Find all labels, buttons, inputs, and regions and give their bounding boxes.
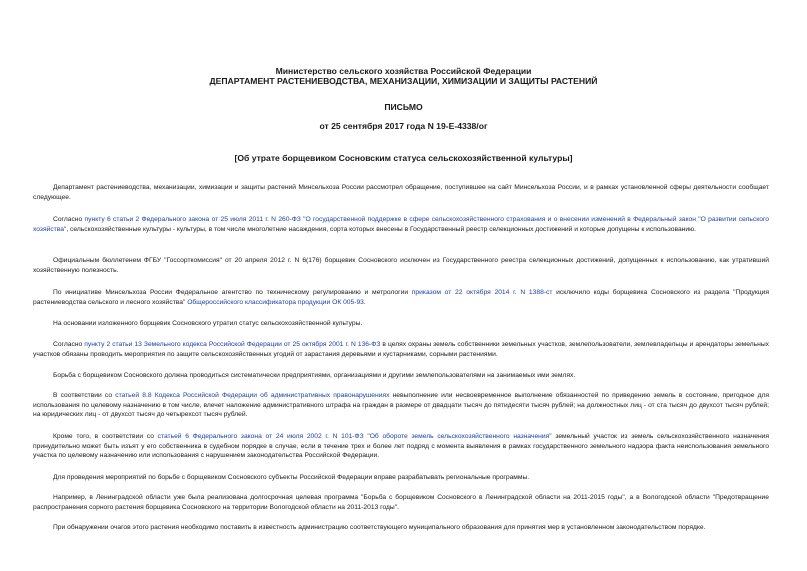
paragraph-law-101: Кроме того, в соответствии со статьей 6 Федерального закона от 24 июля 2002 г. N 101-ФЗ "Об обороте земель сельскохозяйственного назначения" земельный участок из земель сельскохозяйственного назначения принудительно может быть изъят у его собственника в судебном порядке в случае, если в течение трех и более лет подряд с момента выявления в рамках государственного земельного надзора факта неиспользования земельного участка по целевому назначению или использования с нарушением законодательства Российской Федерации. [33, 433, 769, 460]
document-title: [Об утрате борщевиком Сосновским статуса сельскохозяйственной культуры] [234, 153, 573, 163]
paragraph-admin-code: В соответствии со статьей 8.8 Кодекса Российской Федерации об административных правонарушениях невыполнение или несвоевременное выполнение обязанностей по приведению земель в состояние, пригодное для использования по целевому назначению в том числе, влечет наложение административного штрафа на граждан в размере от двадцати тысяч до пятидесяти тысяч рублей; на должностных лиц - от ста тысяч до двухсот тысяч рублей; на юридических лиц - от двухсот тысяч до четырехсот тысяч рублей. [33, 392, 769, 419]
classifier-ok-005-link[interactable]: Общероссийского классификатора продукции ОК 005-93 [187, 298, 364, 306]
paragraph-systematic-control: Борьба с борщевиком Сосновского должна проводиться систематически предприятиями, организациями и другими землепользователями на занимаемых ими землях. [53, 372, 576, 379]
department-name: ДЕПАРТАМЕНТ РАСТЕНИЕВОДСТВА, МЕХАНИЗАЦИИ, ХИМИЗАЦИИ И ЗАЩИТЫ РАСТЕНИЙ [209, 76, 598, 86]
admin-code-link[interactable]: статьей 8.8 Кодекса Российской Федерации об административных правонарушениях [115, 392, 390, 399]
paragraph-example-programs: Например, в Ленинградской области уже была реализована долгосрочная целевая программа "Борьба с борщевиком Сосновского в Ленинградской области на 2011-2015 годы", а в Вологодской области "Предотвращение распространения сорного растения борщевика Сосновского на территории Вологодской области на 2011-2013 годы". [33, 494, 769, 511]
order-1388-link[interactable]: приказом от 22 октября 2014 г. N 1388-ст [411, 289, 553, 296]
ministry-name: Министерство сельского хозяйства Российской Федерации [275, 66, 532, 76]
paragraph-status-lost: На основании изложенного борщевик Сосновского утратил статус сельскохозяйственной культуры. [53, 320, 363, 327]
paragraph-law-260: Согласно пункту 6 статьи 2 Федерального закона от 25 июля 2011 г. N 260-ФЗ "О государственной поддержке в сфере сельскохозяйственного страхования и о внесении изменений в Федеральный закон "О развитии сельского хозяйства", сельскохозяйственные культуры - культуры, в том числе многолетние насаждения, сорта которых внесены в Государственный реестр селекционных достижений и которые допущены к использованию. [33, 216, 769, 233]
document-date-number: от 25 сентября 2017 года N 19-Е-4338/ог [319, 121, 488, 131]
document-type: ПИСЬМО [384, 102, 423, 112]
paragraph-regional-programs: Для проведения мероприятий по борьбе с борщевиком Сосновского субъекты Российской Федерации вправе разрабатывать региональные программы. [53, 474, 530, 481]
paragraph-notify-administration: При обнаружении очагов этого растения необходимо поставить в известность администрацию соответствующего муниципального образования для принятия мер в установленном законодательством порядке. [53, 524, 706, 531]
paragraph-bulletin: Официальным бюллетенем ФГБУ "Госсорткомиссия" от 20 апреля 2012 г. N 6(176) борщевик Сосновского исключен из Государственного реестра селекционных достижений, допущенных к использованию, как утративший хозяйственную полезность. [33, 257, 769, 274]
paragraph-land-code: Согласно пункту 2 статьи 13 Земельного кодекса Российской Федерации от 25 октября 2001 г. N 136-ФЗ в целях охраны земель собственники земельных участков, землепользователи, землевладельцы и арендаторы земельных участков обязаны проводить мероприятия по защите сельскохозяйственных угодий от зарастания деревьями и кустарниками, сорными растениями. [33, 341, 769, 358]
law-260-link[interactable]: пункту 6 статьи 2 Федерального закона от 25 июля 2011 г. N 260-ФЗ "О государственной поддержке в сфере сельскохозяйственного страхования и о внесении изменений в Федеральный закон "О развитии сельского хозяйства" [33, 216, 769, 233]
paragraph-order-1388: По инициативе Минсельхоза России Федеральное агентство по техническому регулированию и метрологии приказом от 22 октября 2014 г. N 1388-ст исключило коды борщевика Сосновского из раздела "Продукция растениеводства сельского и лесного хозяйства" Общероссийского классификатора продукции ОК 005-93. [33, 289, 769, 306]
land-code-link[interactable]: пункту 2 статьи 13 Земельного кодекса Российской Федерации от 25 октября 2001 г. N 136-ФЗ [84, 341, 381, 348]
law-101-link[interactable]: статьей 6 Федерального закона от 24 июля 2002 г. N 101-ФЗ "Об обороте земель сельскохозяйственного назначения" [157, 433, 552, 440]
paragraph-intro: Департамент растениеводства, механизации, химизации и защиты растений Минсельхоза России рассмотрел обращение, поступившее на сайт Минсельхоза России, и в рамках установленной сферы деятельности сообщает следующее. [33, 184, 769, 201]
